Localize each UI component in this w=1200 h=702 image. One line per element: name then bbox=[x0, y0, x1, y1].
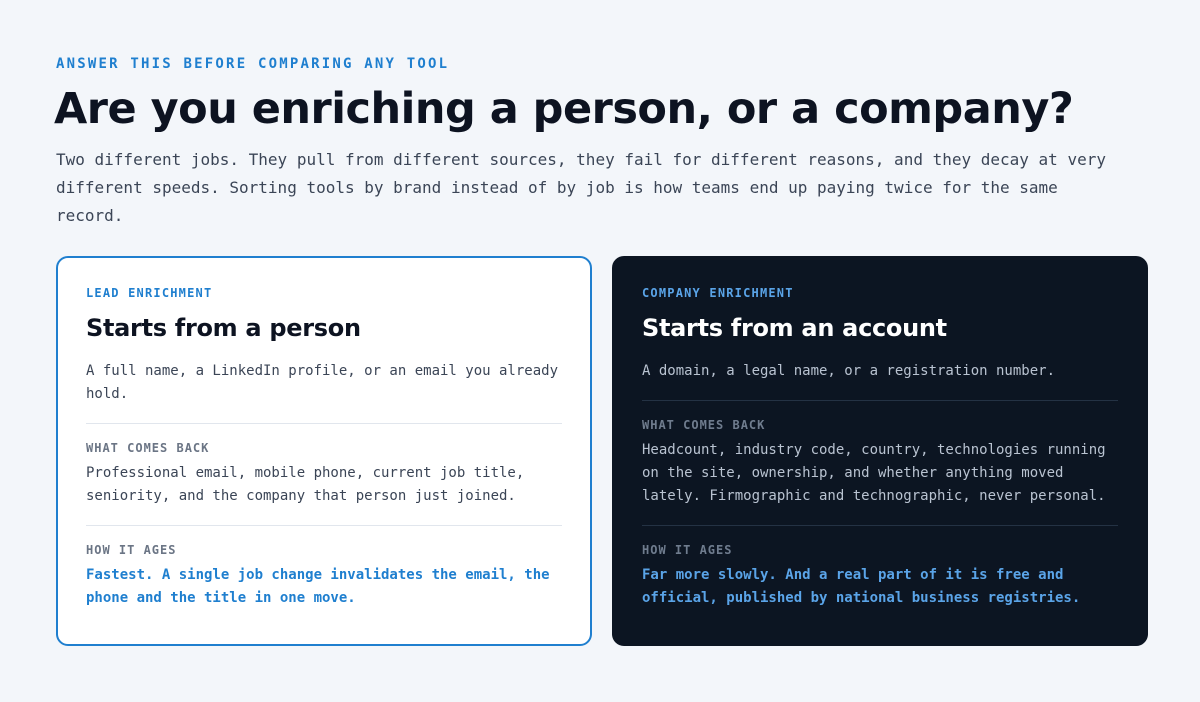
divider bbox=[642, 525, 1118, 526]
card-description: A full name, a LinkedIn profile, or an email you already hold. bbox=[86, 363, 559, 402]
intro-paragraph: Two different jobs. They pull from different sources, they fail for different reasons, and they decay at very different speeds. Sorting tools by brand instead of by job is how teams end up paying twice for the same record. bbox=[56, 150, 1106, 225]
card-description: A domain, a legal name, or a registration number. bbox=[642, 363, 1056, 379]
how-it-ages-text: Fastest. A single job change invalidates the email, the phone and the title in one move. bbox=[86, 567, 550, 606]
what-comes-back-text: Professional email, mobile phone, current job title, seniority, and the company that person just joined. bbox=[86, 465, 525, 504]
what-comes-back-label: WHAT COMES BACK bbox=[642, 418, 766, 432]
company-enrichment-card bbox=[612, 256, 1148, 646]
how-it-ages-text: Far more slowly. And a real part of it is free and official, published by national business registries. bbox=[642, 567, 1081, 606]
section-eyebrow: ANSWER THIS BEFORE COMPARING ANY TOOL bbox=[56, 56, 450, 72]
what-comes-back-label: WHAT COMES BACK bbox=[86, 441, 210, 455]
card-title: Starts from a person bbox=[86, 314, 361, 342]
divider bbox=[86, 423, 562, 424]
divider bbox=[642, 400, 1118, 401]
what-comes-back-text: Headcount, industry code, country, technologies running on the site, ownership, and whether anything moved lately. Firmographic and technographic, never personal. bbox=[642, 442, 1106, 504]
card-eyebrow: LEAD ENRICHMENT bbox=[86, 286, 213, 300]
how-it-ages-label: HOW IT AGES bbox=[642, 543, 733, 557]
how-it-ages-label: HOW IT AGES bbox=[86, 543, 177, 557]
lead-enrichment-card bbox=[56, 256, 592, 646]
page-title: Are you enriching a person, or a company? bbox=[54, 84, 1074, 134]
divider bbox=[86, 525, 562, 526]
card-eyebrow: COMPANY ENRICHMENT bbox=[642, 286, 794, 300]
card-title: Starts from an account bbox=[642, 314, 947, 342]
